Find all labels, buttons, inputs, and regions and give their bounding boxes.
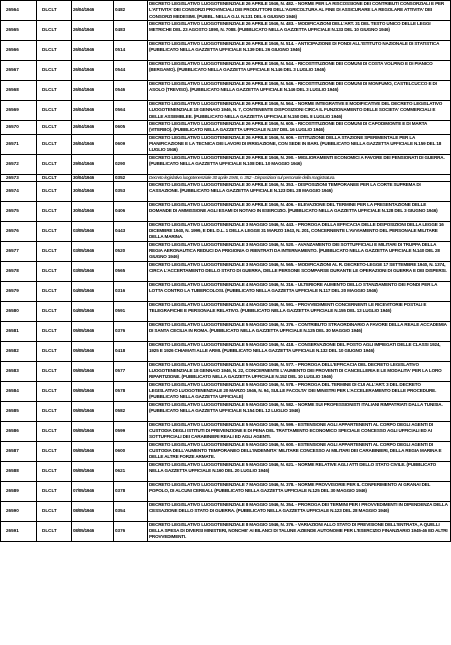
table-row (1, 461, 451, 481)
act-date-cell: 30/04/1946 (72, 201, 114, 221)
act-description-cell: DECRETO LEGISLATIVO LUOGOTENENZIALE 3 MAGGIO 1946, N. 443. - PROROGA DELLA EFFICACIA DELLE DISPOSIZIONI DELLA LEGGE 16 DICEMBRE 1940, N. 1999, E DEL D.L. 1 DELLA LEGGE 31 MARZO 1943, N. 201, CONCERNENTE L'AVVIAMENTO DEL PERSONALE MILITARE DELLA MARINA. (148, 221, 451, 241)
act-number-cell: 0316 (114, 281, 148, 301)
act-date-cell: 26/04/1946 (72, 1, 114, 21)
act-date-cell: 26/04/1946 (72, 121, 114, 135)
act-type-cell: DLCLT (37, 21, 72, 41)
act-number-cell: 0520 (114, 241, 148, 261)
table-row (1, 521, 451, 541)
record-id-cell: 26581 (1, 321, 37, 341)
table-row (1, 174, 451, 181)
table-row (1, 61, 451, 81)
record-id-cell: 26580 (1, 301, 37, 321)
act-type-cell: DLCLT (37, 221, 72, 241)
act-date-cell: 08/05/1946 (72, 521, 114, 541)
act-type-cell: DLCLT (37, 421, 72, 441)
act-date-cell: 05/05/1946 (72, 441, 114, 461)
act-description-cell: DECRETO LEGISLATIVO LUOGOTENENZIALE 4 MAGGIO 1946, N. 591. - PROVVEDIMENTI CONCERNENTI LE RICEVITORIE POSTALI E TELEGRAFICHE E PERSONALE RELATIVO. (PUBBLICATO NELLA GAZZETTA UFFICIALE N.155 DEL 13 LUGLIO 1946) (148, 301, 451, 321)
act-number-cell: 0600 (114, 441, 148, 461)
act-number-cell: 0352 (114, 174, 148, 181)
act-date-cell: 07/05/1946 (72, 481, 114, 501)
record-id-cell: 26590 (1, 501, 37, 521)
act-description-cell: DECRETO LEGISLATIVO LUOGOTENENZIALE 26 APRILE 1946, N. 483. - MODIFICAZIONI DELL'ART. 31 DEL TESTO UNICO DELLE LEGGI METRICHE DEL 23 AGOSTO 1890, N. 7088. (PUBBLICATO NELLA GAZZETTA UFFICIALE N.133 DEL 10 GIUGNO 1946) (148, 21, 451, 41)
act-description-cell: DECRETO LEGISLATIVO LUOGOTENENZIALE 5 MAGGIO 1946, N. 599. - ESTENSIONE AGLI APPARTENENTI AL CORPO DEGLI AGENTI DI CUSTODIA DEGLI ISTITUTI DI PREVENZIONE E DI PENA DEL TRATTAMENTO ECONOMICO SPECIALE CONCESSO AGLI UFFICIALI ED AI SOTTUFFICIALI DEI CARABINIERI REALI ED AGLI AGENTI. (148, 421, 451, 441)
act-date-cell: 05/05/1946 (72, 361, 114, 381)
table-row (1, 181, 451, 201)
act-description-cell: DECRETO LEGISLATIVO LUOGOTENENZIALE 30 APRILE 1946, N. 353. - DISPOSIZIONI TEMPORANEE PER LA CORTE SUPREMA DI CASSAZIONE. (PUBBLICATO NELLA GAZZETTA UFFICIALE N.123 DEL 28 MAGGIO 1946) (148, 181, 451, 201)
act-number-cell: 0378 (114, 481, 148, 501)
record-id-cell: 26585 (1, 401, 37, 421)
act-type-cell: DLCLT (37, 301, 72, 321)
act-description-cell: DECRETO LEGISLATIVO LUOGOTENENZIALE 3 MAGGIO 1946, N. 520. - AVANZAMENTO DEI SOTTUFFICIALI E MILITARI DI TRUPPA DELLA REGIA AERONAUTICA REDUCI DA PRIGIONIA O RIENTRATI DA INTERNAMENTO. (PUBBLICATO NELLA GAZZETTA UFFICIALE N.140 DEL 28 GIUGNO 1946) (148, 241, 451, 261)
record-id-cell: 26573 (1, 174, 37, 181)
act-description-cell: DECRETO LEGISLATIVO LUOGOTENENZIALE 5 MAGGIO 1946, N. 577. - PROROGA DELL'EFFICACIA DEL DECRETO LEGISLATIVO LUOGOTENENZIALE 18 GENNAIO 1946, N. 22, CONCERNENTE L'AUMENTO DEI PROVENTI DI CANCELLERIA E LE MODALITA' PER LA LORO RIPARTIZIONE. (PUBBLICATO NELLA GAZZETTA UFFICIALE N.152 DEL 10 LUGLIO 1946) (148, 361, 451, 381)
act-type-cell: DLCLT (37, 341, 72, 361)
act-type-cell: DLCLT (37, 481, 72, 501)
act-type-cell: DLCLT (37, 121, 72, 135)
act-description-cell: DECRETO LEGISLATIVO LUOGOTENENZIALE 26 APRILE 1946, N. 609. - ISTITUZIONE DELLA STAZIONE SPERIMENTALE PER LA PIANIFICAZIONE E LA TECNICA DEI LAVORI DI IRRIGAZIONE, CON SEDE IN BARI. (PUBBLICATO NELLA GAZZETTA UFFICIALE N.159 DEL 18 LUGLIO 1946) (148, 134, 451, 154)
table-row (1, 381, 451, 401)
act-description-cell: DECRETO LEGISLATIVO LUOGOTENENZIALE 3 MAGGIO 1946, N. 565. - MODIFICAZIONI AL R. DECRETO-LEGGE 17 SETTEMBRE 1940, N. 1374, CIRCA L'ACCERTAMENTO DELLO STATO DI GUERRA, DELLE PERSONE SCOMPARSE DURANTE LE OPERAZIONI DI GUERRA E DEI DISPERSI. (148, 261, 451, 281)
record-id-cell: 26571 (1, 134, 37, 154)
act-type-cell: DLCLT (37, 361, 72, 381)
table-row (1, 1, 451, 21)
table-row (1, 121, 451, 135)
act-type-cell: DLCLT (37, 201, 72, 221)
act-date-cell: 05/05/1946 (72, 381, 114, 401)
act-description-cell: DECRETO LEGISLATIVO LUOGOTENENZIALE 29 APRILE 1946, N. 290. - MIGLIORAMENTI ECONOMICI A FAVORE DEI PENSIONATI DI GUERRA. (PUBBLICATO NELLA GAZZETTA UFFICIALE N.108 DEL 10 MAGGIO 1946) (148, 154, 451, 174)
act-type-cell: DLCLT (37, 501, 72, 521)
act-description-cell: DECRETO LEGISLATIVO LUOGOTENENZIALE 5 MAGGIO 1946, N. 600. - ESTENSIONE AGLI APPARTENENTI AL CORPO DEGLI AGENTI DI CUSTODIA DELL'AUMENTO TEMPORANEO DELL'INDENNITA' MILITARE CONCESSO AI MILITARI DEI CARABINIERI, DELLA REGIA MARINA E DELLE ALTRE FORZE ARMATE. (148, 441, 451, 461)
act-description-cell: DECRETO LEGISLATIVO LUOGOTENENZIALE 26 APRILE 1946, N. 564. - NORME INTEGRATIVE E MODIFICATIVE DEL DECRETO LEGISLATIVO LUOGOTENENZIALE 18 GENNAIO 1946, N. 7, CONTENENTE DISPOSIZIONI CIRCA IL FUNZIONAMENTO DELLE SOCIETA' COMMERCIALI E DELLE ASSEMBLEE. (PUBBLICATO NELLA GAZZETTA UFFICIALE N.150 DEL 8 LUGLIO 1946) (148, 101, 451, 121)
record-id-cell: 26566 (1, 41, 37, 61)
act-date-cell: 26/04/1946 (72, 61, 114, 81)
act-description-cell: DECRETO LEGISLATIVO LUOGOTENENZIALE 26 APRILE 1946, N. 605. - RICOSTITUZIONE DEI COMUNI DI CAPODIMONTE E DI MARTA (VITERBO). (PUBBLICATO NELLA GAZZETTA UFFICIALE N.157 DEL 16 LUGLIO 1946) (148, 121, 451, 135)
table-row (1, 281, 451, 301)
act-number-cell: 0564 (114, 101, 148, 121)
act-number-cell: 0376 (114, 321, 148, 341)
record-id-cell: 26586 (1, 421, 37, 441)
table-row (1, 221, 451, 241)
record-id-cell: 26575 (1, 201, 37, 221)
record-id-cell: 26583 (1, 361, 37, 381)
act-type-cell: DLCLT (37, 154, 72, 174)
act-date-cell: 26/04/1946 (72, 134, 114, 154)
act-type-cell: DLCLT (37, 241, 72, 261)
act-date-cell: 03/05/1946 (72, 241, 114, 261)
act-type-cell: DLCLT (37, 134, 72, 154)
act-description-cell: DECRETO LEGISLATIVO LUOGOTENENZIALE 26 APRILE 1946, N. 482. - NORME PER LA RISCOSSIONE DEI CONTRIBUTI CONSORZIALI E PER L'ATTIVITA' DEI CONSORZI PROVINCIALI DEI PRODUTTORI DELL'AGRICOLTURA AL FINE DI ASSICURARE LA REGOLARE ATTIVITA' DEI CONSORZI MEDESIMI. (PUBBL. NELLA G.U. N.131 DEL 6 GIUGNO 1946) (148, 1, 451, 21)
act-date-cell: 04/05/1946 (72, 281, 114, 301)
record-id-cell: 26568 (1, 81, 37, 101)
record-id-cell: 26591 (1, 521, 37, 541)
record-id-cell: 26587 (1, 441, 37, 461)
act-type-cell: DLCLT (37, 521, 72, 541)
act-type-cell: DLCLT (37, 401, 72, 421)
act-date-cell: 26/04/1946 (72, 101, 114, 121)
record-id-cell: 26572 (1, 154, 37, 174)
table-row (1, 481, 451, 501)
act-type-cell: DLCLT (37, 174, 72, 181)
record-id-cell: 26569 (1, 101, 37, 121)
table-row (1, 401, 451, 421)
act-number-cell: 0591 (114, 301, 148, 321)
act-date-cell: 05/05/1946 (72, 421, 114, 441)
act-description-cell: DECRETO LEGISLATIVO LUOGOTENENZIALE 5 MAGGIO 1946, N. 578. - PROROGA DEL TERMINE DI CUI ALL'ART. 3 DEL DECRETO LEGISLATIVO LUOGOTENENZIALE 20 MARZO 1946, N. 94, SULLE FACOLTA' DEI MINISTRI PER L'ACCELERAMENTO DELLE PROCEDURE. (PUBBLICATO NELLA GAZZETTA UFFICIALE) (148, 381, 451, 401)
act-number-cell: 0354 (114, 501, 148, 521)
act-number-cell: 0483 (114, 21, 148, 41)
table-row (1, 201, 451, 221)
act-date-cell: 26/04/1946 (72, 41, 114, 61)
act-description-cell: DECRETO LEGISLATIVO LUOGOTENENZIALE 26 APRILE 1946, N. 546. - RICOSTITUZIONE DEI COMUNI DI MONFUMO, CASTELCUCCO E DI ASOLO (TREVISO). (PUBBLICATO NELLA GAZZETTA UFFICIALE N.146 DEL 3 LUGLIO 1946) (148, 81, 451, 101)
act-description-cell: DECRETO LEGISLATIVO LUOGOTENENZIALE 7 MAGGIO 1946, N. 378. - NORME PROVVISORIE PER IL CONFERIMENTO AI GRANAI DEL POPOLO, DI ALCUNI CEREALI. (PUBBLICATO NELLA GAZZETTA UFFICIALE N.125 DEL 30 MAGGIO 1946) (148, 481, 451, 501)
act-number-cell: 0621 (114, 461, 148, 481)
act-date-cell: 05/05/1946 (72, 401, 114, 421)
table-row (1, 361, 451, 381)
act-number-cell: 0546 (114, 81, 148, 101)
act-number-cell: 0290 (114, 154, 148, 174)
act-description-cell: DECRETO LEGISLATIVO LUOGOTENENZIALE 5 MAGGIO 1946, N. 582. - NORME SUI PROFESSIONISTI ITALIANI RIMPATRIATI DALLA TUNISIA. (PUBBLICATO NELLA GAZZETTA UFFICIALE N.154 DEL 12 LUGLIO 1946) (148, 401, 451, 421)
act-number-cell: 0578 (114, 381, 148, 401)
act-date-cell: 08/05/1946 (72, 501, 114, 521)
record-id-cell: 26574 (1, 181, 37, 201)
act-type-cell: DLCLT (37, 441, 72, 461)
act-number-cell: 0418 (114, 341, 148, 361)
act-type-cell: DLCLT (37, 81, 72, 101)
act-type-cell: DLCLT (37, 101, 72, 121)
act-type-cell: DLCLT (37, 321, 72, 341)
table-row (1, 21, 451, 41)
act-number-cell: 0565 (114, 261, 148, 281)
act-type-cell: DLCLT (37, 41, 72, 61)
table-row (1, 81, 451, 101)
act-number-cell: 0599 (114, 421, 148, 441)
act-date-cell: 04/05/1946 (72, 301, 114, 321)
act-description-cell: DECRETO LEGISLATIVO LUOGOTENENZIALE 26 APRILE 1946, N. 514. - ANTICIPAZIONE DI FONDI ALL'ISTITUTO NAZIONALE DI STATISTICA (PUBBLICATO NELLA GAZZETTA UFFICIALE N.139 DEL 26 GIUGNO 1946) (148, 41, 451, 61)
act-number-cell: 0605 (114, 121, 148, 135)
act-date-cell: 29/04/1946 (72, 154, 114, 174)
record-id-cell: 26589 (1, 481, 37, 501)
table-row (1, 341, 451, 361)
act-description-cell: DECRETO LEGISLATIVO LUOGOTENENZIALE 8 MAGGIO 1946, N. 354. - PROROGA DEI TERMINI PER I PROVVEDIMENTI IN DIPENDENZA DELLA CESSAZIONE DELLO STATO DI GUERRA. (PUBBLICATO NELLA GAZZETTA UFFICIALE N.123 DEL 28 MAGGIO 1946) (148, 501, 451, 521)
table-row (1, 421, 451, 441)
act-type-cell: DLCLT (37, 181, 72, 201)
records-table-body (1, 1, 451, 542)
table-row (1, 41, 451, 61)
act-date-cell: 30/04/1946 (72, 174, 114, 181)
record-id-cell: 26577 (1, 241, 37, 261)
record-id-cell: 26584 (1, 381, 37, 401)
act-number-cell: 0376 (114, 521, 148, 541)
act-description-cell: DECRETO LEGISLATIVO LUOGOTENENZIALE 8 MAGGIO 1946, N. 376. - VARIAZIONI ALLO STATO DI PREVISIONE DELL'ENTRATA, A QUELLI DELLA SPESA DI DIVERSI MINISTERI, NONCHE' AI BILANCI DI TALUNE AZIENDE AUTONOME PER L'ESERCIZIO FINANZIARIO 1945-46 ED ALTRI PROVVEDIMENTI. (148, 521, 451, 541)
act-type-cell: DLCLT (37, 61, 72, 81)
record-id-cell: 26588 (1, 461, 37, 481)
act-number-cell: 0406 (114, 201, 148, 221)
act-type-cell: DLCLT (37, 281, 72, 301)
act-type-cell: DLCLT (37, 461, 72, 481)
table-row (1, 321, 451, 341)
act-description-cell: DECRETO LEGISLATIVO LUOGOTENENZIALE 4 MAGGIO 1946, N. 316. - ULTERIORE AUMENTO DELLO STANZIAMENTO DEI FONDI PER LA LOTTA CONTRO LA TUBERCOLOSI. (PUBBLICATO NELLA GAZZETTA UFFICIALE N.117 DEL 20 MAGGIO 1946) (148, 281, 451, 301)
table-row (1, 241, 451, 261)
act-description-cell: DECRETO LEGISLATIVO LUOGOTENENZIALE 26 APRILE 1946, N. 544. - RICOSTITUZIONE DEI COMUNI DI COSTA VOLPINO E DI PIANICO (BERGAMO). (PUBBLICATO NELLA GAZZETTA UFFICIALE N.146 DEL 3 LUGLIO 1946) (148, 61, 451, 81)
table-row (1, 501, 451, 521)
act-type-cell: DLCLT (37, 381, 72, 401)
record-id-cell: 26567 (1, 61, 37, 81)
act-date-cell: 03/05/1946 (72, 261, 114, 281)
act-number-cell: 0514 (114, 41, 148, 61)
table-row (1, 301, 451, 321)
act-date-cell: 05/05/1946 (72, 321, 114, 341)
act-date-cell: 03/05/1946 (72, 221, 114, 241)
act-date-cell: 05/05/1946 (72, 461, 114, 481)
act-number-cell: 0582 (114, 401, 148, 421)
table-row (1, 261, 451, 281)
act-description-cell: DECRETO LEGISLATIVO LUOGOTENENZIALE 5 MAGGIO 1946, N. 376. - CONTRIBUTO STRAORDINARIO A FAVORE DELLA REALE ACCADEMIA DI SANTA CECILIA IN ROMA. (PUBBLICATO NELLA GAZZETTA UFFICIALE N.125 DEL 30 MAGGIO 1946) (148, 321, 451, 341)
act-number-cell: 0443 (114, 221, 148, 241)
record-id-cell: 26565 (1, 21, 37, 41)
act-type-cell: DLCLT (37, 1, 72, 21)
record-id-cell: 26578 (1, 261, 37, 281)
act-number-cell: 0482 (114, 1, 148, 21)
act-number-cell: 0609 (114, 134, 148, 154)
act-description-cell: DECRETO LEGISLATIVO LUOGOTENENZIALE 30 APRILE 1946, N. 406. - ELEVAZIONE DEL TERMINE PER LA PRESENTAZIONE DELLE DOMANDE DI AMMISSIONE AGLI ESAMI DI NOTAIO IN ESERCIZIO. (PUBBLICATO NELLA GAZZETTA UFFICIALE N.128 DEL 3 GIUGNO 1946) (148, 201, 451, 221)
table-row (1, 101, 451, 121)
table-row (1, 154, 451, 174)
table-row (1, 134, 451, 154)
act-date-cell: 26/04/1946 (72, 81, 114, 101)
record-id-cell: 26570 (1, 121, 37, 135)
act-description-cell: DECRETO LEGISLATIVO LUOGOTENENZIALE 5 MAGGIO 1946, N. 418. - CONSERVAZIONE DEL POSTO AGLI IMPIEGATI DELLE CLASSI 1924, 1925 E 1926 CHIAMATI ALLE ARMI. (PUBBLICATO NELLA GAZZETTA UFFICIALE N.132 DEL 10 GIUGNO 1946) (148, 341, 451, 361)
record-id-cell: 26576 (1, 221, 37, 241)
act-number-cell: 0544 (114, 61, 148, 81)
act-description-cell: DECRETO LEGISLATIVO LUOGOTENENZIALE 5 MAGGIO 1946, N. 621. - NORME RELATIVE AGLI ATTI DELLO STATO CIVILE. (PUBBLICATO NELLA GAZZETTA UFFICIALE N.160 DEL 20 LUGLIO 1946) (148, 461, 451, 481)
act-number-cell: 0353 (114, 181, 148, 201)
record-id-cell: 26579 (1, 281, 37, 301)
act-number-cell: 0577 (114, 361, 148, 381)
table-row (1, 441, 451, 461)
act-date-cell: 05/05/1946 (72, 341, 114, 361)
act-type-cell: DLCLT (37, 261, 72, 281)
act-description-cell: Decreto legislativo luogotenenziale 30 aprile 1946, n. 352 - Disposizioni sul personale della magistratura. (148, 174, 451, 181)
record-id-cell: 26582 (1, 341, 37, 361)
act-date-cell: 26/04/1946 (72, 21, 114, 41)
record-id-cell: 26564 (1, 1, 37, 21)
act-date-cell: 30/04/1946 (72, 181, 114, 201)
